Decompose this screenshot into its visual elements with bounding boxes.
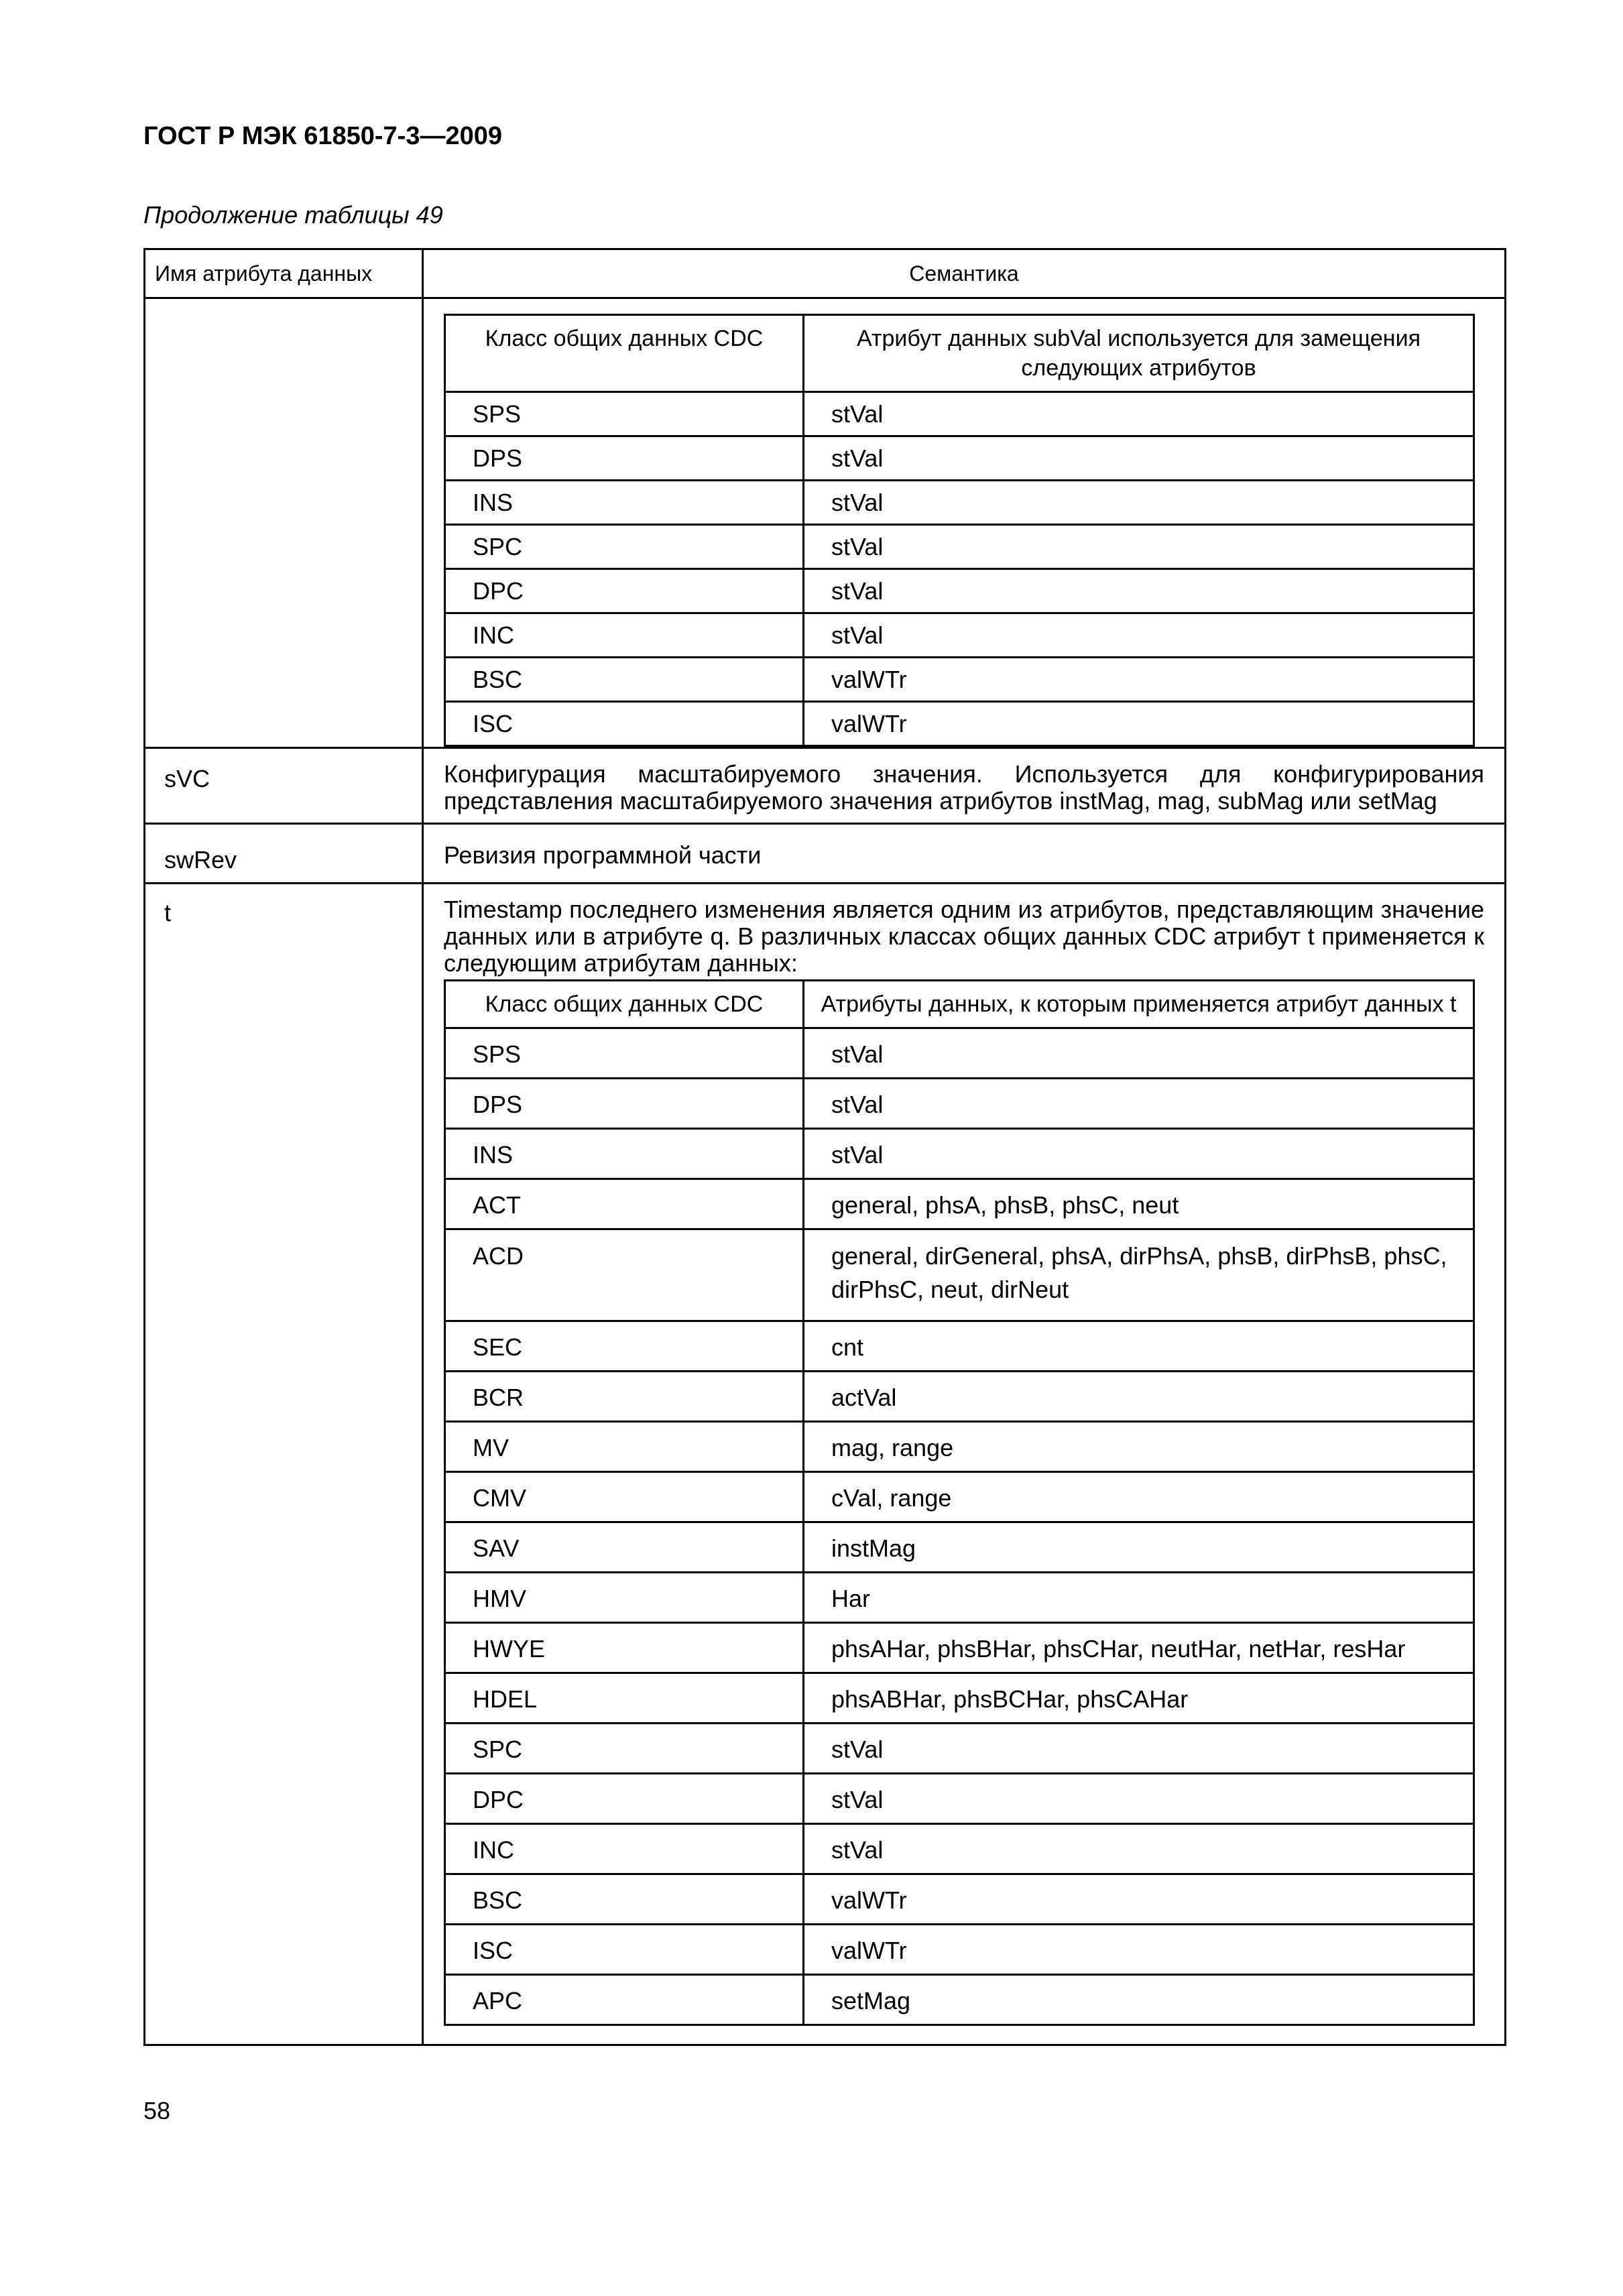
table-row (445, 1975, 1474, 2025)
cdc-class-cell: SEC (445, 1321, 804, 1372)
semantics-cell: Ревизия программной части (423, 824, 1506, 884)
data-attribute-cell: stVal (804, 436, 1474, 481)
cdc-class-cell: DPS (445, 1079, 804, 1129)
data-attribute-cell: valWTr (804, 1874, 1474, 1925)
table-row-swrev (145, 824, 1506, 884)
semantics-cell: Конфигурация масштабируемого значения. Используется для конфигурирования представления масштабируемого значения атрибутов instMag, mag, subMag или setMag (423, 748, 1506, 824)
data-attribute-cell: stVal (804, 569, 1474, 613)
table-row (445, 569, 1474, 613)
cdc-class-cell: SPS (445, 392, 804, 436)
attribute-table (143, 248, 1506, 2046)
data-attribute-cell: stVal (804, 1028, 1474, 1079)
table-row (445, 1925, 1474, 1975)
table-row (445, 1229, 1474, 1321)
cdc-class-cell: DPS (445, 436, 804, 481)
semantics-cell (423, 298, 1506, 748)
table-row (445, 702, 1474, 746)
data-attribute-cell: setMag (804, 1975, 1474, 2025)
subval-header-attribute: Атрибут данных subVal используется для замещения следующих атрибутов (804, 315, 1474, 392)
cdc-class-cell: DPC (445, 1774, 804, 1824)
data-attribute-cell: stVal (804, 1129, 1474, 1179)
timestamp-header-attribute: Атрибуты данных, к которым применяется атрибут данных t (804, 981, 1474, 1028)
cdc-class-cell: INS (445, 481, 804, 525)
table-row (445, 1673, 1474, 1724)
cdc-class-cell: INS (445, 1129, 804, 1179)
cdc-class-cell: BCR (445, 1372, 804, 1422)
subval-table-header (445, 315, 1474, 392)
data-attribute-cell: stVal (804, 392, 1474, 436)
table-row-svc (145, 748, 1506, 824)
table-row (445, 525, 1474, 569)
table-row (445, 1129, 1474, 1179)
data-attribute-cell: stVal (804, 1824, 1474, 1874)
cdc-class-cell: HMV (445, 1573, 804, 1623)
data-attribute-cell: cnt (804, 1321, 1474, 1372)
table-row (445, 1623, 1474, 1673)
data-attribute-cell: valWTr (804, 1925, 1474, 1975)
data-attribute-cell: stVal (804, 1724, 1474, 1774)
data-attribute-cell: valWTr (804, 658, 1474, 702)
cdc-class-cell: SPC (445, 1724, 804, 1774)
cdc-class-cell: SPS (445, 1028, 804, 1079)
table-row (445, 613, 1474, 658)
table-row (445, 1522, 1474, 1573)
cdc-class-cell: SAV (445, 1522, 804, 1573)
subval-header-cdc: Класс общих данных CDC (445, 315, 804, 392)
data-attribute-cell: phsABHar, phsBCHar, phsCAHar (804, 1673, 1474, 1724)
table-row (445, 1422, 1474, 1472)
table-row (445, 481, 1474, 525)
table-row (445, 1774, 1474, 1824)
attribute-name-cell: t (145, 884, 423, 2045)
cdc-class-cell: HDEL (445, 1673, 804, 1724)
table-row (445, 392, 1474, 436)
data-attribute-cell: valWTr (804, 702, 1474, 746)
table-row-subval (145, 298, 1506, 748)
data-attribute-cell: instMag (804, 1522, 1474, 1573)
cdc-class-cell: BSC (445, 658, 804, 702)
data-attribute-cell: actVal (804, 1372, 1474, 1422)
data-attribute-cell: cVal, range (804, 1472, 1474, 1522)
table-row (445, 1321, 1474, 1372)
cdc-class-cell: APC (445, 1975, 804, 2025)
table-row (445, 1372, 1474, 1422)
semantics-text: Timestamp последнего изменения является одним из атрибутов, представляющим значение данных или в атрибуте q. В различных классах общих данных CDC атрибут t применяется к следующим атрибутам данных: (444, 896, 1484, 977)
timestamp-cdc-table (444, 979, 1475, 2026)
document-header: ГОСТ Р МЭК 61850-7-3—2009 (143, 122, 502, 150)
cdc-class-cell: ACD (445, 1229, 804, 1321)
data-attribute-cell: Har (804, 1573, 1474, 1623)
cdc-class-cell: BSC (445, 1874, 804, 1925)
table-row (445, 1079, 1474, 1129)
timestamp-table-header (445, 981, 1474, 1028)
table-row (445, 1573, 1474, 1623)
data-attribute-cell: phsAHar, phsBHar, phsCHar, neutHar, netHar, resHar (804, 1623, 1474, 1673)
data-attribute-cell: mag, range (804, 1422, 1474, 1472)
attribute-name-cell: sVC (145, 748, 423, 824)
data-attribute-cell: general, dirGeneral, phsA, dirPhsA, phsB, dirPhsB, phsC, dirPhsC, neut, dirNeut (804, 1229, 1474, 1321)
semantics-cell (423, 884, 1506, 2045)
cdc-class-cell: MV (445, 1422, 804, 1472)
cdc-class-cell: ACT (445, 1179, 804, 1229)
table-row (445, 1874, 1474, 1925)
cdc-class-cell: INC (445, 1824, 804, 1874)
table-row (445, 1472, 1474, 1522)
table-header-row (145, 249, 1506, 298)
table-caption: Продолжение таблицы 49 (143, 201, 443, 229)
data-attribute-cell: stVal (804, 525, 1474, 569)
table-row (445, 1179, 1474, 1229)
attribute-name-cell (145, 298, 423, 748)
table-row (445, 1028, 1474, 1079)
cdc-class-cell: HWYE (445, 1623, 804, 1673)
cdc-class-cell: CMV (445, 1472, 804, 1522)
data-attribute-cell: general, phsA, phsB, phsC, neut (804, 1179, 1474, 1229)
data-attribute-cell: stVal (804, 1079, 1474, 1129)
cdc-class-cell: ISC (445, 702, 804, 746)
table-row (445, 658, 1474, 702)
cdc-class-cell: SPC (445, 525, 804, 569)
column-header-semantics: Семантика (423, 249, 1506, 298)
data-attribute-cell: stVal (804, 481, 1474, 525)
cdc-class-cell: DPC (445, 569, 804, 613)
column-header-name: Имя атрибута данных (145, 249, 423, 298)
data-attribute-cell: stVal (804, 613, 1474, 658)
cdc-class-cell: ISC (445, 1925, 804, 1975)
page-number: 58 (143, 2097, 171, 2124)
table-row-t (145, 884, 1506, 2045)
attribute-name-cell: swRev (145, 824, 423, 884)
cdc-class-cell: INC (445, 613, 804, 658)
data-attribute-cell: stVal (804, 1774, 1474, 1824)
timestamp-header-cdc: Класс общих данных CDC (445, 981, 804, 1028)
table-row (445, 1824, 1474, 1874)
subval-cdc-table (444, 314, 1475, 747)
table-row (445, 1724, 1474, 1774)
table-row (445, 436, 1474, 481)
